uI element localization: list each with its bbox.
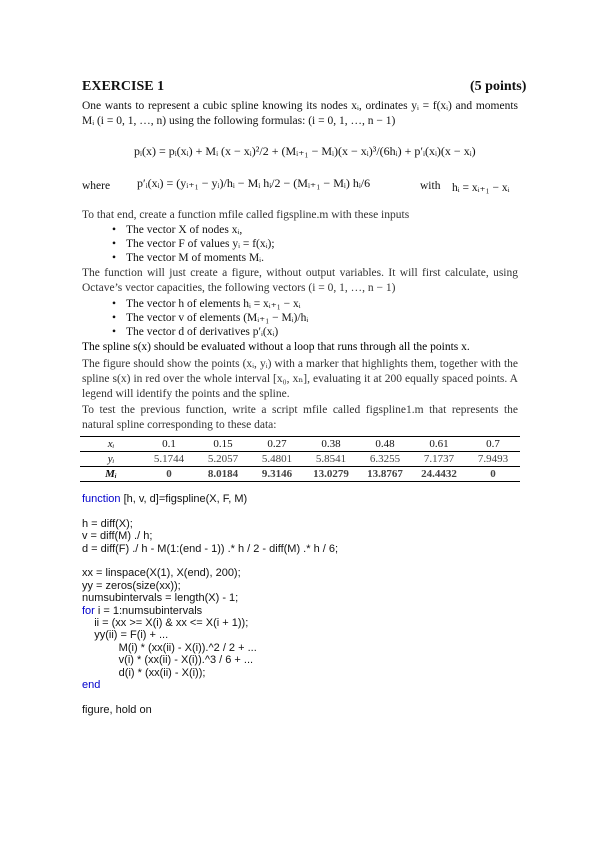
code-text: v = diff(M) ./ h;	[82, 530, 153, 543]
formula-h: hᵢ = xᵢ₊₁ − xᵢ	[452, 182, 510, 194]
row-label: Mᵢ	[80, 467, 142, 482]
table-cell: 5.2057	[196, 452, 250, 467]
code-text: figure, hold on	[82, 703, 152, 716]
table-cell: 6.3255	[358, 452, 412, 467]
code-line	[82, 555, 338, 567]
code-line	[82, 530, 338, 542]
data-table	[80, 436, 520, 482]
code-line	[82, 704, 338, 716]
table-cell: 0.7	[466, 437, 520, 452]
code-text: h = diff(X);	[82, 517, 133, 530]
code-line	[82, 493, 338, 505]
inputs-list	[112, 223, 275, 265]
table-row	[80, 467, 520, 482]
code-line	[82, 642, 338, 654]
code-text: v(i) * (xx(ii) - X(i)).^3 / 6 + ...	[82, 654, 254, 667]
table-row	[80, 452, 520, 467]
list-item: • The vector h of elements hᵢ = xᵢ₊₁ − xᵢ	[112, 297, 308, 311]
code-text: yy = zeros(size(xx));	[82, 579, 181, 592]
table-cell: 9.3146	[250, 467, 304, 482]
with-label: with	[420, 180, 441, 192]
calc-paragraph: The function will just create a figure, without output variables. It will first calculate, using Octave’s vector capacities, the following vectors (i = 0, 1, …, n − 1)	[82, 267, 518, 294]
code-keyword: end	[82, 679, 101, 692]
table-cell: 0.48	[358, 437, 412, 452]
code-line	[82, 567, 338, 579]
table-cell: 0.27	[250, 437, 304, 452]
table-cell: 13.0279	[304, 467, 358, 482]
where-label: where	[82, 180, 111, 192]
table-cell: 0.15	[196, 437, 250, 452]
code-text: yy(ii) = F(i) + ...	[82, 629, 169, 642]
code-line	[82, 667, 338, 679]
row-label: xᵢ	[80, 437, 142, 452]
code-line	[82, 543, 338, 555]
code-text: numsubintervals = length(X) - 1;	[82, 592, 239, 605]
figure-paragraph: The figure should show the points (xᵢ, yᵢ) with a marker that highlights them, together with the spline s(x) in red over the whole interval [x₀, xₙ], evaluating it at 200 equally spaced points. A legend will identify the points and the spline.	[82, 358, 518, 400]
code-text: i = 1:numsubintervals	[94, 604, 203, 617]
vectors-list	[112, 297, 308, 339]
code-block	[82, 493, 338, 716]
code-text: ii = (xx >= X(i) & xx <= X(i + 1));	[82, 617, 249, 630]
table-cell: 0.1	[142, 437, 196, 452]
list-item: • The vector X of nodes xᵢ,	[112, 223, 275, 237]
table-row	[80, 437, 520, 452]
code-line	[82, 692, 338, 704]
table-cell: 7.9493	[466, 452, 520, 467]
formula-spline: pᵢ(x) = pᵢ(xᵢ) + Mᵢ (x − xᵢ)²/2 + (Mᵢ₊₁ − Mᵢ)(x − xᵢ)³/(6hᵢ) + p′ᵢ(xᵢ)(x − xᵢ)	[134, 144, 476, 158]
code-line	[82, 518, 338, 530]
table-cell: 5.4801	[250, 452, 304, 467]
code-line	[82, 679, 338, 691]
code-text: d = diff(F) ./ h - M(1:(end - 1)) .* h / 2 - diff(M) .* h / 6;	[82, 542, 339, 555]
function-paragraph: To that end, create a function mfile called figspline.m with these inputs	[82, 209, 410, 221]
table-cell: 24.4432	[412, 467, 466, 482]
table-cell: 0.38	[304, 437, 358, 452]
code-line	[82, 580, 338, 592]
list-item: • The vector d of derivatives p′ᵢ(xᵢ)	[112, 325, 308, 339]
code-keyword: function	[82, 493, 121, 505]
exercise-points: (5 points)	[470, 79, 527, 94]
table-cell: 5.8541	[304, 452, 358, 467]
table-cell: 7.1737	[412, 452, 466, 467]
intro-paragraph: One wants to represent a cubic spline knowing its nodes xᵢ, ordinates yᵢ = f(xᵢ) and moments Mᵢ (i = 0, 1, …, n) using the following formulas: (i = 0, 1, …, n − 1)	[82, 100, 518, 127]
code-line	[82, 505, 338, 517]
code-line	[82, 629, 338, 641]
formula-derivative: p′ᵢ(xᵢ) = (yᵢ₊₁ − yᵢ)/hᵢ − Mᵢ hᵢ/2 − (Mᵢ₊₁ − Mᵢ) hᵢ/6	[137, 176, 371, 190]
list-item: • The vector M of moments Mᵢ.	[112, 251, 275, 265]
list-item: • The vector v of elements (Mᵢ₊₁ − Mᵢ)/hᵢ	[112, 311, 308, 325]
row-label: yᵢ	[80, 452, 142, 467]
list-item: • The vector F of values yᵢ = f(xᵢ);	[112, 237, 275, 251]
table-cell: 0	[466, 467, 520, 482]
test-paragraph: To test the previous function, write a script mfile called figspline1.m that represents the natural spline corresponding to these data:	[82, 404, 518, 431]
table-cell: 13.8767	[358, 467, 412, 482]
table-cell: 8.0184	[196, 467, 250, 482]
code-keyword: for	[82, 604, 95, 617]
code-text: d(i) * (xx(ii) - X(i));	[82, 666, 206, 679]
code-text: xx = linspace(X(1), X(end), 200);	[82, 567, 241, 580]
exercise-title: EXERCISE 1	[82, 79, 165, 94]
code-line	[82, 592, 338, 604]
table-cell: 5.1744	[142, 452, 196, 467]
code-line	[82, 617, 338, 629]
code-line	[82, 605, 338, 617]
code-text: M(i) * (xx(ii) - X(i)).^2 / 2 + ...	[82, 641, 257, 654]
spline-paragraph: The spline s(x) should be evaluated without a loop that runs through all the points x.	[82, 341, 470, 353]
code-line	[82, 654, 338, 666]
table-cell: 0	[142, 467, 196, 482]
code-text: [h, v, d]=figspline(X, F, M)	[120, 493, 248, 505]
table-cell: 0.61	[412, 437, 466, 452]
